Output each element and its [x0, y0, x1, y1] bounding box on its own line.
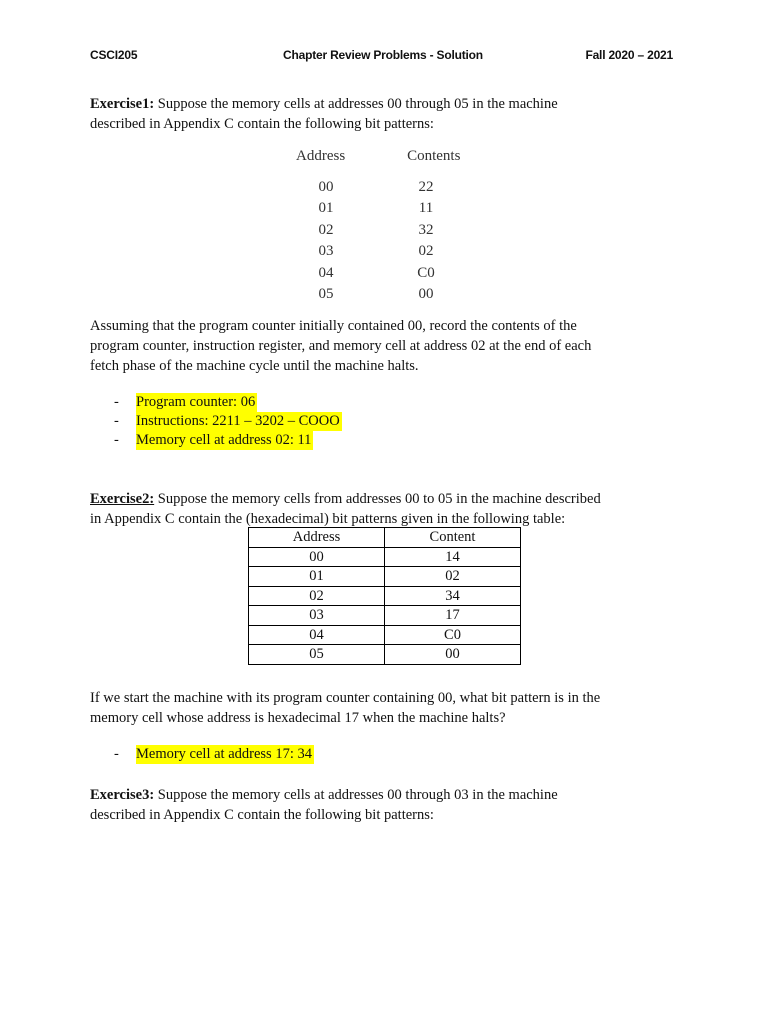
- exercise1-intro: [90, 94, 680, 134]
- exercise1-label: Exercise1:: [90, 96, 155, 112]
- address-cell: 00: [249, 547, 385, 567]
- exercise3-intro: [90, 785, 680, 825]
- exercise2-line2: in Appendix C contain the (hexadecimal) bit patterns given in the following table:: [90, 511, 566, 527]
- contents-cell: 00: [418, 285, 434, 302]
- contents-cell: 02: [418, 243, 434, 260]
- address-cell: 05: [318, 285, 334, 302]
- exercise1-question-line: program counter, instruction register, and memory cell at address 02 at the end of each: [90, 338, 592, 354]
- address-cell: 01: [249, 567, 385, 587]
- exercise3-line1: Suppose the memory cells at addresses 00 through 03 in the machine: [154, 787, 558, 803]
- exercise1-header-contents: Contents: [407, 148, 461, 164]
- header-term: Fall 2020 – 2021: [585, 48, 673, 62]
- exercise3-line2: described in Appendix C contain the following bit patterns:: [90, 807, 434, 823]
- table-row: [290, 284, 480, 305]
- exercise1-answers: [114, 393, 342, 450]
- address-cell: 02: [318, 221, 334, 238]
- exercise2-line1: Suppose the memory cells from addresses 00 to 05 in the machine described: [154, 491, 601, 507]
- exercise1-question: [90, 316, 680, 376]
- list-item: [114, 412, 342, 431]
- list-item: [114, 393, 342, 412]
- bullet-dash: -: [114, 746, 119, 762]
- address-cell: 00: [318, 179, 334, 195]
- exercise1-table-header: [290, 148, 480, 170]
- exercise1-line2: described in Appendix C contain the following bit patterns:: [90, 116, 434, 132]
- answer-memory-cell-02: Memory cell at address 02: 11: [136, 432, 312, 448]
- answer-program-counter: Program counter: 06: [136, 394, 256, 410]
- exercise2-table: [248, 527, 521, 665]
- address-cell: 01: [318, 200, 334, 217]
- address-cell: 03: [318, 243, 334, 260]
- list-item: [114, 431, 342, 450]
- bullet-dash: -: [114, 413, 119, 429]
- exercise1-question-line: Assuming that the program counter initially contained 00, record the contents of the: [90, 318, 577, 334]
- exercise2-header-content: Content: [385, 528, 521, 548]
- exercise3-label: Exercise3:: [90, 787, 155, 803]
- header-course: CSCI205: [90, 48, 138, 62]
- answer-memory-cell-17: Memory cell at address 17: 34: [136, 746, 312, 762]
- content-cell: 17: [385, 606, 521, 626]
- table-row: [249, 586, 521, 606]
- exercise2-question-line: memory cell whose address is hexadecimal 17 when the machine halts?: [90, 710, 506, 726]
- exercise2-answers: [114, 745, 314, 764]
- answer-instructions: Instructions: 2211 – 3202 – COOO: [136, 413, 340, 429]
- address-cell: 04: [318, 264, 334, 281]
- table-row: [249, 547, 521, 567]
- exercise1-table: [290, 148, 480, 305]
- contents-cell: 22: [418, 179, 434, 195]
- contents-cell: 32: [418, 221, 434, 238]
- content-cell: 00: [385, 645, 521, 665]
- table-row: [290, 263, 480, 284]
- address-cell: 05: [249, 645, 385, 665]
- address-cell: 02: [249, 586, 385, 606]
- table-row: [249, 645, 521, 665]
- exercise1-question-line: fetch phase of the machine cycle until the machine halts.: [90, 358, 419, 374]
- table-row: [249, 625, 521, 645]
- content-cell: 14: [385, 547, 521, 567]
- table-row: [290, 198, 480, 219]
- exercise2-question-line: If we start the machine with its program counter containing 00, what bit pattern is in the: [90, 690, 601, 706]
- exercise2-question: [90, 688, 680, 728]
- table-row: [290, 241, 480, 262]
- header-title: Chapter Review Problems - Solution: [283, 48, 483, 62]
- table-row: [290, 177, 480, 198]
- table-row: [249, 567, 521, 587]
- address-cell: 04: [249, 625, 385, 645]
- content-cell: 34: [385, 586, 521, 606]
- table-header-row: [249, 528, 521, 548]
- contents-cell: 11: [418, 200, 434, 217]
- table-row: [290, 220, 480, 241]
- bullet-dash: -: [114, 432, 119, 448]
- content-cell: 02: [385, 567, 521, 587]
- exercise2-label: Exercise2:: [90, 491, 155, 507]
- exercise1-line1: Suppose the memory cells at addresses 00 through 05 in the machine: [154, 96, 558, 112]
- exercise1-header-address: Address: [296, 148, 346, 164]
- exercise2-intro: [90, 489, 680, 529]
- contents-cell: C0: [417, 264, 435, 281]
- table-row: [249, 606, 521, 626]
- list-item: [114, 745, 314, 764]
- bullet-dash: -: [114, 394, 119, 410]
- exercise2-header-address: Address: [249, 528, 385, 548]
- address-cell: 03: [249, 606, 385, 626]
- content-cell: C0: [385, 625, 521, 645]
